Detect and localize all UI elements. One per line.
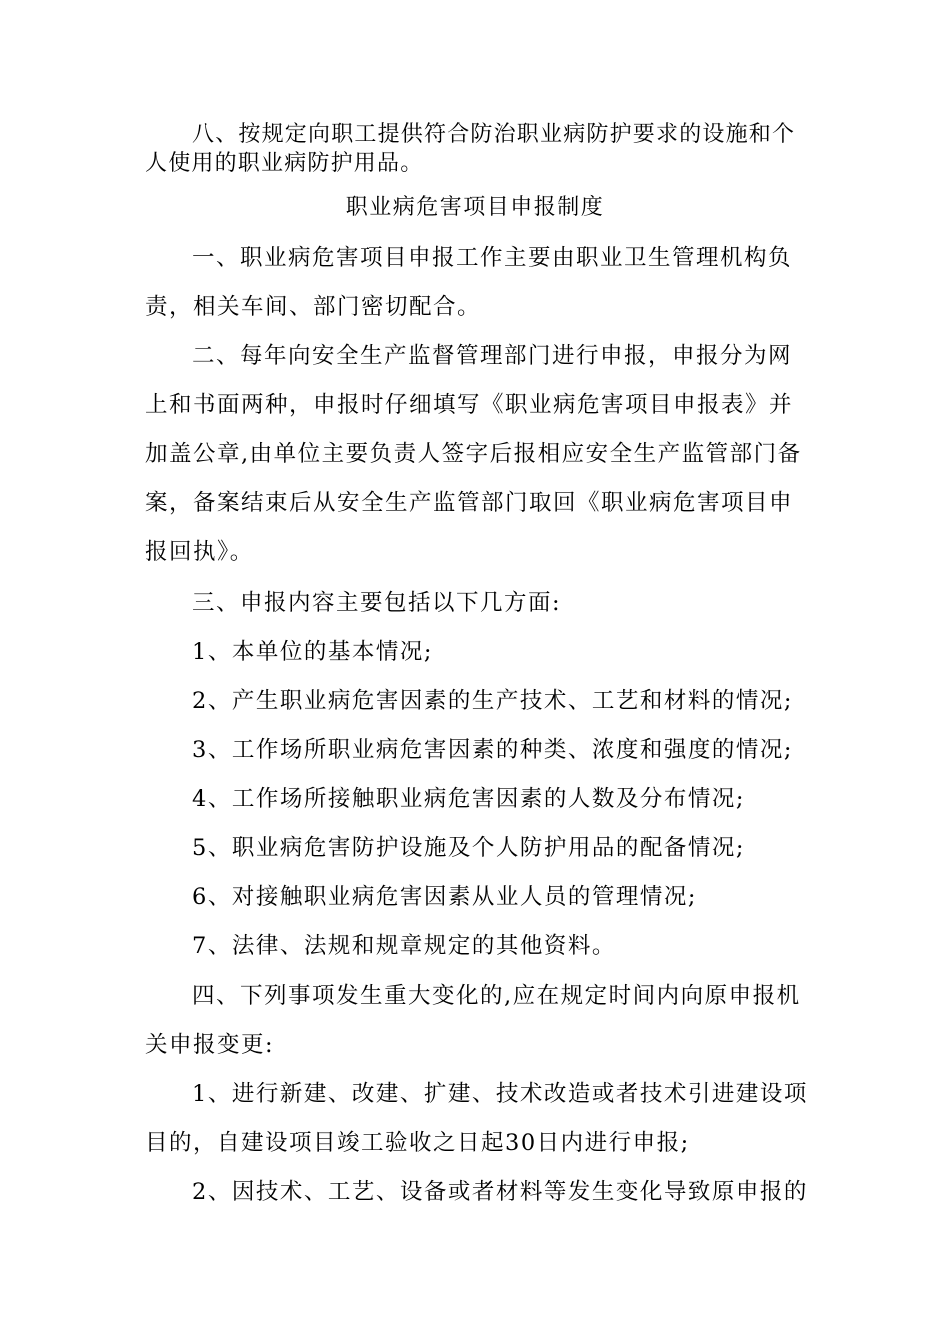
list-item: 6、对接触职业病危害因素从业人员的管理情况;: [192, 884, 697, 910]
list-item: 2、产生职业病危害因素的生产技术、工艺和材料的情况;: [192, 688, 793, 714]
paragraph-4-line-2: 关申报变更:: [145, 1032, 275, 1058]
paragraph-1-line-1: 一、职业病危害项目申报工作主要由职业卫生管理机构负: [192, 245, 793, 271]
paragraph-2-line-4: 案，备案结束后从安全生产监管部门取回《职业病危害项目申: [145, 490, 794, 516]
paragraph-4-item-2-line-1: 2、因技术、工艺、设备或者材料等发生变化导致原申报的: [192, 1179, 808, 1205]
paragraph-4-line-1: 四、下列事项发生重大变化的,应在规定时间内向原申报机: [192, 983, 801, 1009]
list-item: 1、本单位的基本情况;: [192, 639, 433, 665]
intro-line-2: 人使用的职业病防护用品。: [145, 151, 424, 176]
paragraph-4-item-1-line-1: 1、进行新建、改建、扩建、技术改造或者技术引进建设项: [192, 1081, 808, 1107]
paragraph-2-line-5: 报回执》。: [145, 539, 254, 565]
paragraph-2-line-1: 二、每年向安全生产监督管理部门进行申报，申报分为网: [192, 343, 793, 369]
intro-line-1: 八、按规定向职工提供符合防治职业病防护要求的设施和个: [192, 122, 796, 147]
list-item: 4、工作场所接触职业病危害因素的人数及分布情况;: [192, 786, 745, 812]
section-title: 职业病危害项目申报制度: [345, 195, 605, 220]
paragraph-2-line-2: 上和书面两种，申报时仔细填写《职业病危害项目申报表》并: [145, 392, 794, 418]
list-item: 5、职业病危害防护设施及个人防护用品的配备情况;: [192, 835, 745, 861]
paragraph-1-line-2: 责，相关车间、部门密切配合。: [145, 294, 482, 320]
list-item: 7、法律、法规和规章规定的其他资料。: [192, 933, 616, 959]
paragraph-3-line-1: 三、申报内容主要包括以下几方面:: [192, 590, 562, 616]
paragraph-4-item-1-line-2: 目的，自建设项目竣工验收之日起30日内进行申报;: [145, 1130, 690, 1156]
paragraph-2-line-3: 加盖公章,由单位主要负责人签字后报相应安全生产监管部门备: [145, 441, 802, 467]
list-item: 3、工作场所职业病危害因素的种类、浓度和强度的情况;: [192, 737, 793, 763]
